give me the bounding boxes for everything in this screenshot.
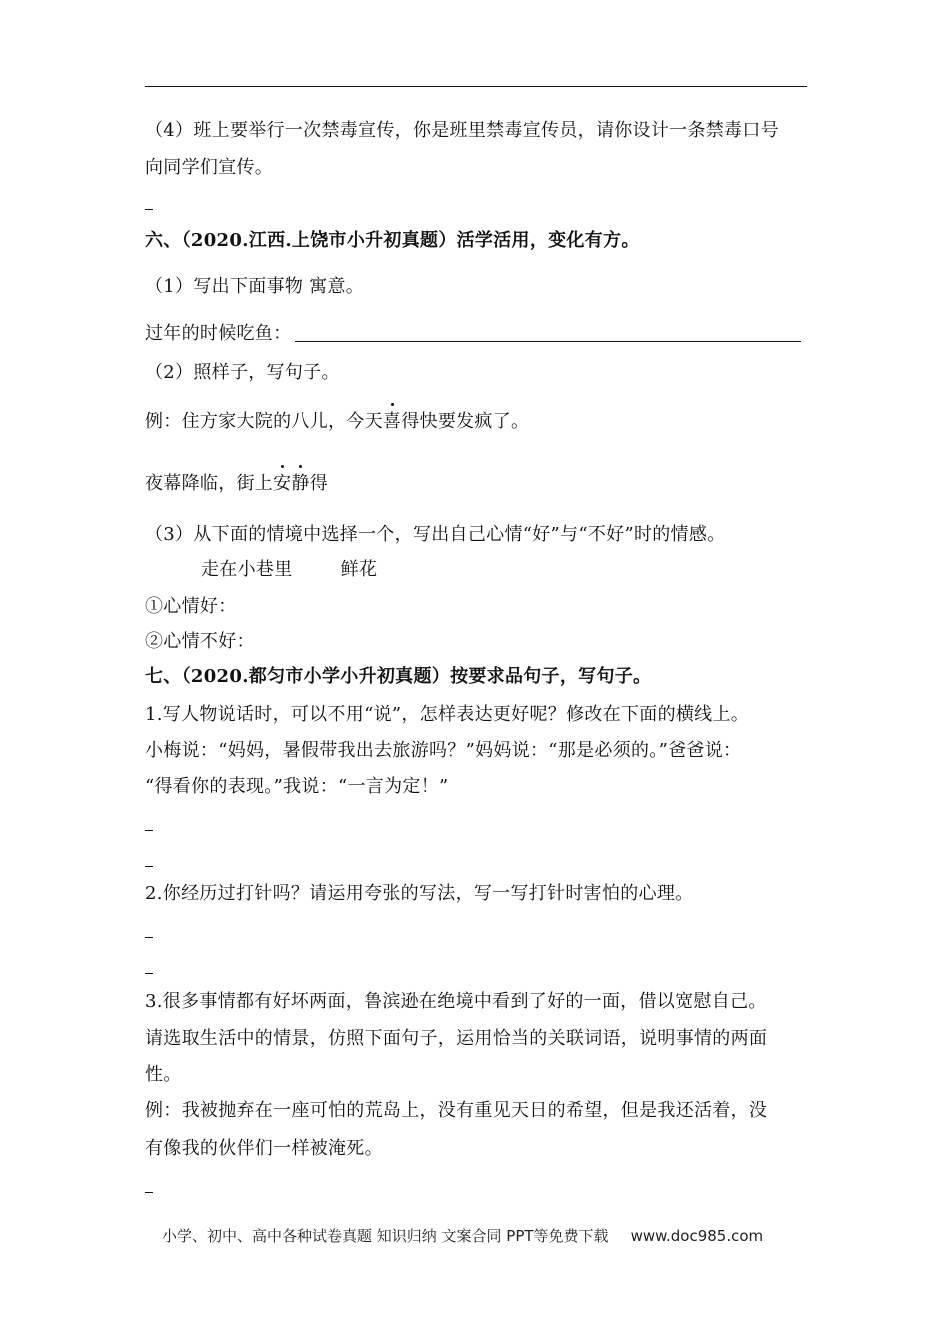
q1-line3: “得看你的表现。”我说：“一言为定！” — [145, 776, 449, 797]
q4-line1: （4）班上要举行一次禁毒宣传，你是班里禁毒宣传员，请你设计一条禁毒口号 — [145, 120, 779, 141]
section6-part1-prompt: （1）写出下面事物 寓意。 — [145, 276, 365, 297]
scenario-options: 走在小巷里 鲜花 — [201, 559, 378, 580]
q3-example2: 有像我的伙伴们一样被淹死。 — [145, 1138, 383, 1159]
answer-blank — [145, 1192, 153, 1193]
example-before: 例：住方家大院的八儿，今天 — [145, 411, 383, 432]
example-sentence — [145, 410, 529, 434]
fish-question — [145, 322, 801, 346]
example-after: 得快要发疯了。 — [401, 411, 530, 432]
q3-line1: 3.很多事情都有好坏两面，鲁滨逊在绝境中看到了好的一面，借以宽慰自己。 — [145, 991, 767, 1012]
q3-example1: 例：我被抛弃在一座可怕的荒岛上，没有重见天日的希望，但是我还活着，没 — [145, 1100, 768, 1121]
q1-line1: 1.写人物说话时，可以不用“说”，怎样表达更好呢？修改在下面的横线上。 — [145, 704, 750, 725]
section7-heading: 七、（2020.都匀市小学小升初真题）按要求品句子，写句子。 — [145, 666, 652, 687]
task-sentence — [145, 472, 328, 496]
answer-blank — [145, 866, 153, 867]
footer — [162, 1226, 763, 1246]
fish-label: 过年的时候吃鱼： — [145, 323, 292, 344]
mood-good: ①心情好： — [145, 596, 237, 617]
q1-line2: 小梅说：“妈妈，暑假带我出去旅游吗？”妈妈说：“那是必须的。”爸爸说： — [145, 740, 742, 761]
task-dotted-char-1: 安 — [273, 473, 292, 494]
mood-bad: ②心情不好： — [145, 631, 255, 652]
section6-part2-prompt: （2）照样子，写句子。 — [145, 362, 340, 383]
q3-line2: 请选取生活中的情景，仿照下面句子，运用恰当的关联词语，说明事情的两面 — [145, 1028, 768, 1049]
task-after: 得 — [309, 473, 329, 494]
q3-line3: 性。 — [145, 1064, 182, 1085]
q4-line2: 向同学们宣传。 — [145, 157, 274, 178]
answer-blank — [145, 830, 153, 831]
section6-heading: 六、（2020.江西.上饶市小升初真题）活学活用，变化有方。 — [145, 230, 640, 251]
answer-blank — [145, 209, 153, 210]
footer-site-link[interactable]: www.doc985.com — [630, 1227, 764, 1245]
q2: 2.你经历过打针吗？请运用夸张的写法，写一写打针时害怕的心理。 — [145, 883, 694, 904]
fish-answer-line — [295, 341, 801, 342]
section6-part3-prompt: （3）从下面的情境中选择一个，写出自己心情“好”与“不好”时的情感。 — [145, 524, 726, 545]
answer-blank — [145, 973, 153, 974]
example-dotted-char: 喜 — [382, 411, 402, 432]
header-rule — [145, 86, 807, 87]
footer-text: 小学、初中、高中各种试卷真题 知识归纳 文案合同 PPT等免费下载 — [162, 1227, 609, 1245]
task-before: 夜幕降临，街上 — [145, 473, 274, 494]
answer-blank — [145, 937, 153, 938]
task-dotted-char-2: 静 — [291, 473, 310, 494]
